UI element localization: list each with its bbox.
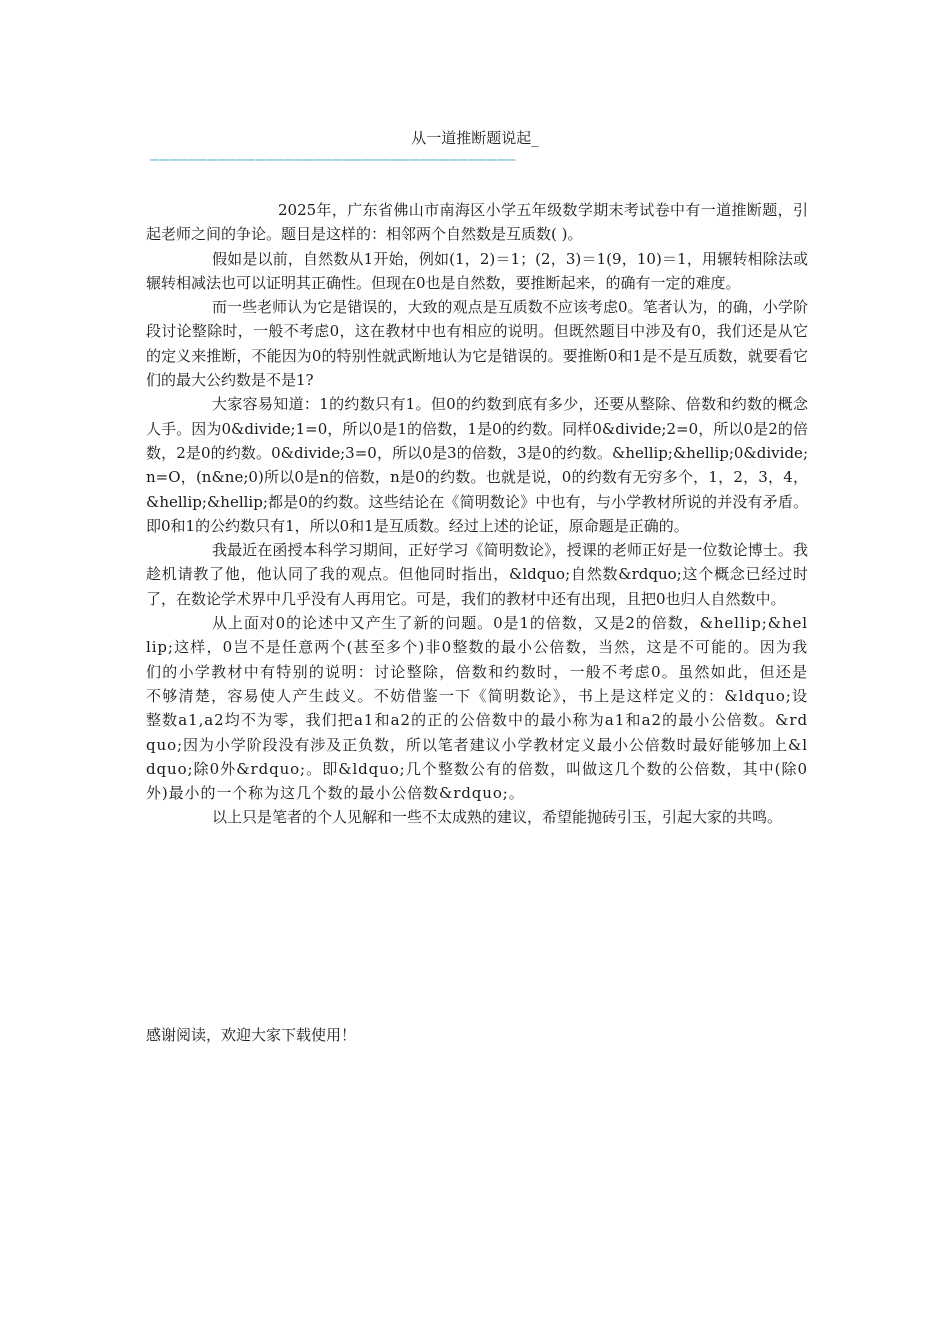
paragraph-6: 从上面对0的论述中又产生了新的问题。0是1的倍数，又是2的倍数，&hellip;&hellip;这样，0岂不是任意两个(甚至多个)非0整数的最小公倍数，当然，这是不可能的。因为我们的小学教材中有特别的说明：讨论整除，倍数和约数时，一般不考虑0。虽然如此，但还是不够清楚，容易使人产生歧义。不妨借鉴一下《简明数论》，书上是这样定义的：&ldquo;设整数a1,a2均不为零，我们把a1和a2的正的公倍数中的最小称为a1和a2的最小公倍数。&rdquo;因为小学阶段没有涉及正负数，所以笔者建议小学教材定义最小公倍数时最好能够加上&ldquo;除0外&rdquo;。即&ldquo;几个整数公有的倍数，叫做这几个数的公倍数，其中(除0外)最小的一个称为这几个数的最小公倍数&rdquo;。 (146, 614, 808, 803)
document-title: 从一道推断题说起_ (411, 129, 539, 147)
paragraph-1: 2025年，广东省佛山市南海区小学五年级数学期末考试卷中有一道推断题，引起老师之间的争论。题目是这样的：相邻两个自然数是互质数( )。 (146, 201, 808, 244)
title-underline-rule: —————————————————————————————————————— (150, 150, 516, 168)
paragraph-7: 以上只是笔者的个人见解和一些不太成熟的建议，希望能抛砖引玉，引起大家的共鸣。 (212, 808, 783, 827)
paragraph-5: 我最近在函授本科学习期间，正好学习《简明数论》，授课的老师正好是一位数论博士。我趁机请教了他，他认同了我的观点。但他同时指出，&ldquo;自然数&rdquo;这个概念已经过时了，在数论学术界中几乎没有人再用它。可是，我们的教材中还有出现，且把0也归人自然数中。 (146, 541, 808, 608)
paragraph-4: 大家容易知道：1的约数只有1。但0的约数到底有多少，还要从整除、倍数和约数的概念人手。因为0&divide;1=0，所以0是1的倍数，1是0的约数。同样0&divide;2=0，所以0是2的倍数，2是0的约数。0&divide;3=0，所以0是3的倍数，3是0的约数。&hellip;&hellip;0&divide;n=O，(n&ne;0)所以0是n的倍数，n是0的约数。也就是说，0的约数有无穷多个，1，2，3，4，&hellip;&hellip;都是0的约数。这些结论在《简明数论》中也有，与小学教材所说的并没有矛盾。即0和1的公约数只有1，所以0和1是互质数。经过上述的论证，原命题是正确的。 (146, 395, 808, 535)
document-body (146, 198, 808, 830)
paragraph-3: 而一些老师认为它是错误的，大致的观点是互质数不应该考虑0。笔者认为，的确，小学阶段讨论整除时，一般不考虑0，这在教材中也有相应的说明。但既然题目中涉及有0，我们还是从它的定义来推断，不能因为0的特别性就武断地认为它是错误的。要推断0和1是不是互质数，就要看它们的最大公约数是不是1? (146, 298, 808, 390)
closing-note: 感谢阅读，欢迎大家下载使用！ (146, 1026, 357, 1044)
paragraph-2: 假如是以前，自然数从1开始，例如(1，2)＝1；(2，3)＝1(9，10)＝1，用辗转相除法或辗转相减法也可以证明其正确性。但现在0也是自然数，要推断起来，的确有一定的难度。 (146, 249, 808, 292)
